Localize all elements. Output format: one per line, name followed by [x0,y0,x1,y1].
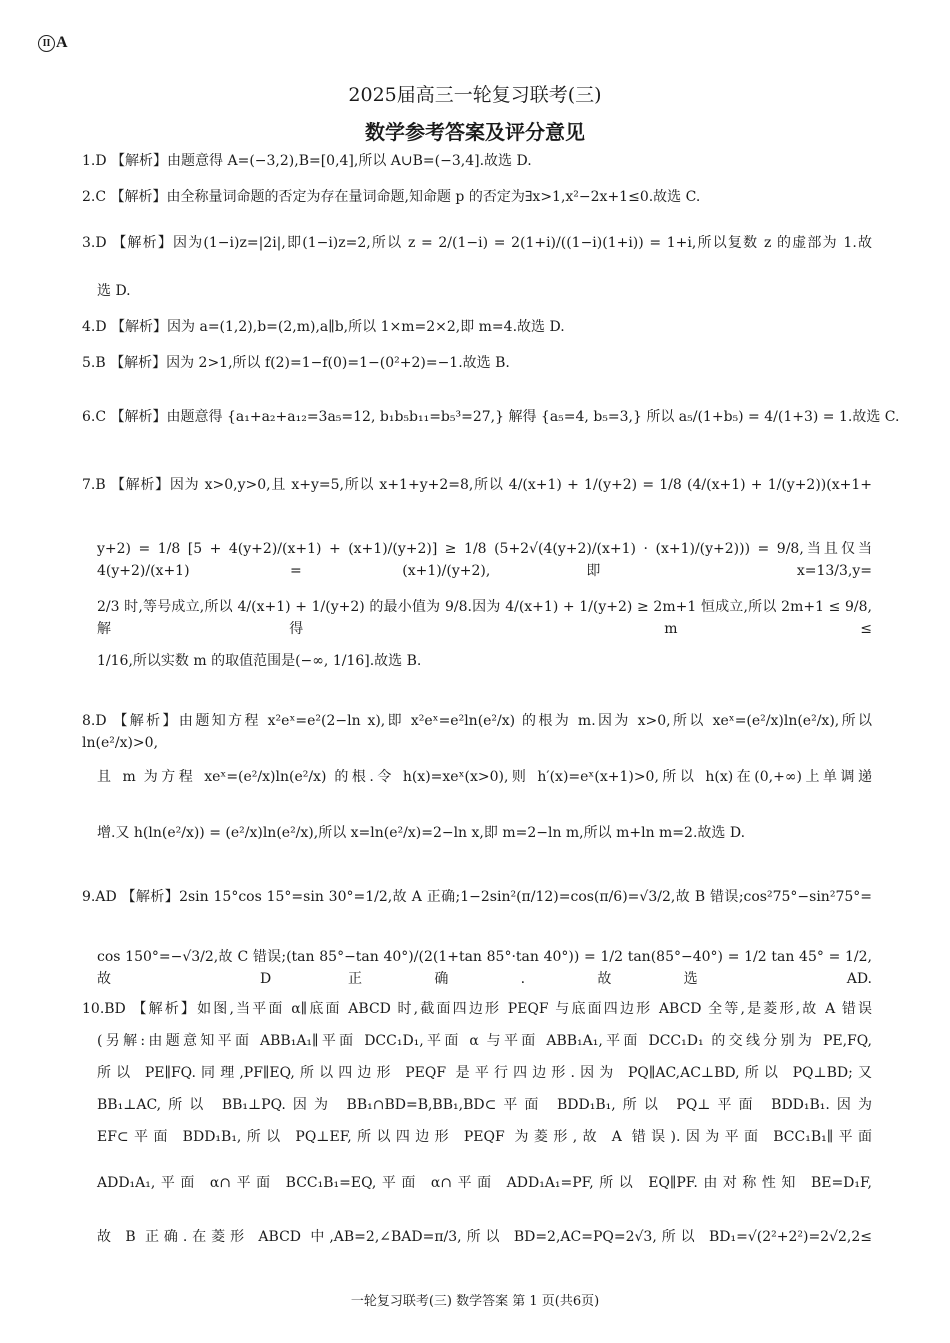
answer-key-subtitle: 数学参考答案及评分意见 [365,120,585,144]
brand-logo [38,34,68,52]
solution-line: 8.D 【解析】由题知方程 x²eˣ=e²(2−ln x),即 x²eˣ=e²ln(e²/x) 的根为 m.因为 x>0,所以 xeˣ=(e²/x)ln(e²/x),所以 ln(e²/x)>0, [82,713,872,751]
solution-line: 且 m 为方程 xeˣ=(e²/x)ln(e²/x) 的根.令 h(x)=xeˣ(x>0),则 h′(x)=eˣ(x+1)>0,所以 h(x)在(0,+∞)上单调递 [97,769,872,785]
solution-line: 6.C 【解析】由题意得 {a₁+a₂+a₁₂=3a₅=12, b₁b₅b₁₁=b₅³=27,} 解得 {a₅=4, b₅=3,} 所以 a₅/(1+b₅) = 4/(1+3) = 1.故选 C. [82,409,900,425]
solution-line: 3.D 【解析】因为(1−i)z=|2i|,即(1−i)z=2,所以 z = 2/(1−i) = 2(1+i)/((1−i)(1+i)) = 1+i,所以复数 z 的虚部为 1.故 [82,235,872,251]
solution-line: 2/3 时,等号成立,所以 4/(x+1) + 1/(y+2) 的最小值为 9/8.因为 4/(x+1) + 1/(y+2) ≥ 2m+1 恒成立,所以 2m+1 ≤ 9/8,解得 m ≤ [97,599,872,637]
solution-line: 2.C 【解析】由全称量词命题的否定为存在量词命题,知命题 p 的否定为∃x>1,x²−2x+1≤0.故选 C. [82,189,701,205]
solution-line: 选 D. [97,283,131,299]
solution-line: EF⊂平面 BDD₁B₁,所以 PQ⊥EF,所以四边形 PEQF 为菱形,故 A 错误).因为平面 BCC₁B₁∥平面 [97,1129,872,1145]
solution-line: 5.B 【解析】因为 2>1,所以 f(2)=1−f(0)=1−(0²+2)=−1.故选 B. [82,355,510,371]
logo-letter: A [56,34,68,51]
solution-line: y+2) = 1/8 [5 + 4(y+2)/(x+1) + (x+1)/(y+2)] ≥ 1/8 (5+2√(4(y+2)/(x+1) · (x+1)/(y+2))) = 9/8,当且仅当 4(y+2)/(x+1) = (x+1)/(y+2),即 x=13/3,y= [97,541,872,579]
solution-line: cos 150°=−√3/2,故 C 错误;(tan 85°−tan 40°)/(2(1+tan 85°·tan 40°)) = 1/2 tan(85°−40°) = 1/2 tan 45° = 1/2,故 D 正确.故选 AD. [97,949,872,987]
solution-line: 4.D 【解析】因为 a=(1,2),b=(2,m),a∥b,所以 1×m=2×2,即 m=4.故选 D. [82,319,565,335]
solution-line: 10.BD 【解析】如图,当平面 α∥底面 ABCD 时,截面四边形 PEQF 与底面四边形 ABCD 全等,是菱形,故 A 错误 [82,1001,872,1017]
exam-title: 2025届高三一轮复习联考(三) [348,84,602,106]
logo-circle-icon: II [38,35,55,52]
solution-line: 7.B 【解析】因为 x>0,y>0,且 x+y=5,所以 x+1+y+2=8,所以 4/(x+1) + 1/(y+2) = 1/8 (4/(x+1) + 1/(y+2))(x+1+ [82,477,872,493]
solution-line: 1/16,所以实数 m 的取值范围是(−∞, 1/16].故选 B. [97,653,422,669]
solution-line: 增.又 h(ln(e²/x)) = (e²/x)ln(e²/x),所以 x=ln(e²/x)=2−ln x,即 m=2−ln m,所以 m+ln m=2.故选 D. [97,825,746,841]
solution-line: 9.AD 【解析】2sin 15°cos 15°=sin 30°=1/2,故 A 正确;1−2sin²(π/12)=cos(π/6)=√3/2,故 B 错误;cos²75°−sin²75°= [82,889,872,905]
solution-line: 故 B 正确.在菱形 ABCD 中,AB=2,∠BAD=π/3,所以 BD=2,AC=PQ=2√3,所以 BD₁=√(2²+2²)=2√2,2≤ [97,1229,872,1245]
solution-line: 所以 PE∥FQ.同理,PF∥EQ,所以四边形 PEQF 是平行四边形.因为 PQ∥AC,AC⊥BD,所以 PQ⊥BD;又 [97,1065,872,1081]
page-footer: 一轮复习联考(三) 数学答案 第 1 页(共6页) [350,1294,600,1309]
solution-line: 1.D 【解析】由题意得 A=(−3,2),B=[0,4],所以 A∪B=(−3,4].故选 D. [82,153,532,169]
solution-line: BB₁⊥AC,所以 BB₁⊥PQ.因为 BB₁∩BD=B,BB₁,BD⊂平面 BDD₁B₁,所以 PQ⊥平面 BDD₁B₁.因为 [97,1097,872,1113]
solution-line: (另解:由题意知平面 ABB₁A₁∥平面 DCC₁D₁,平面 α 与平面 ABB₁A₁,平面 DCC₁D₁ 的交线分别为 PE,FQ, [97,1033,872,1049]
solution-line: ADD₁A₁,平面 α∩平面 BCC₁B₁=EQ,平面 α∩平面 ADD₁A₁=PF,所以 EQ∥PF.由对称性知 BE=D₁F, [97,1175,872,1191]
